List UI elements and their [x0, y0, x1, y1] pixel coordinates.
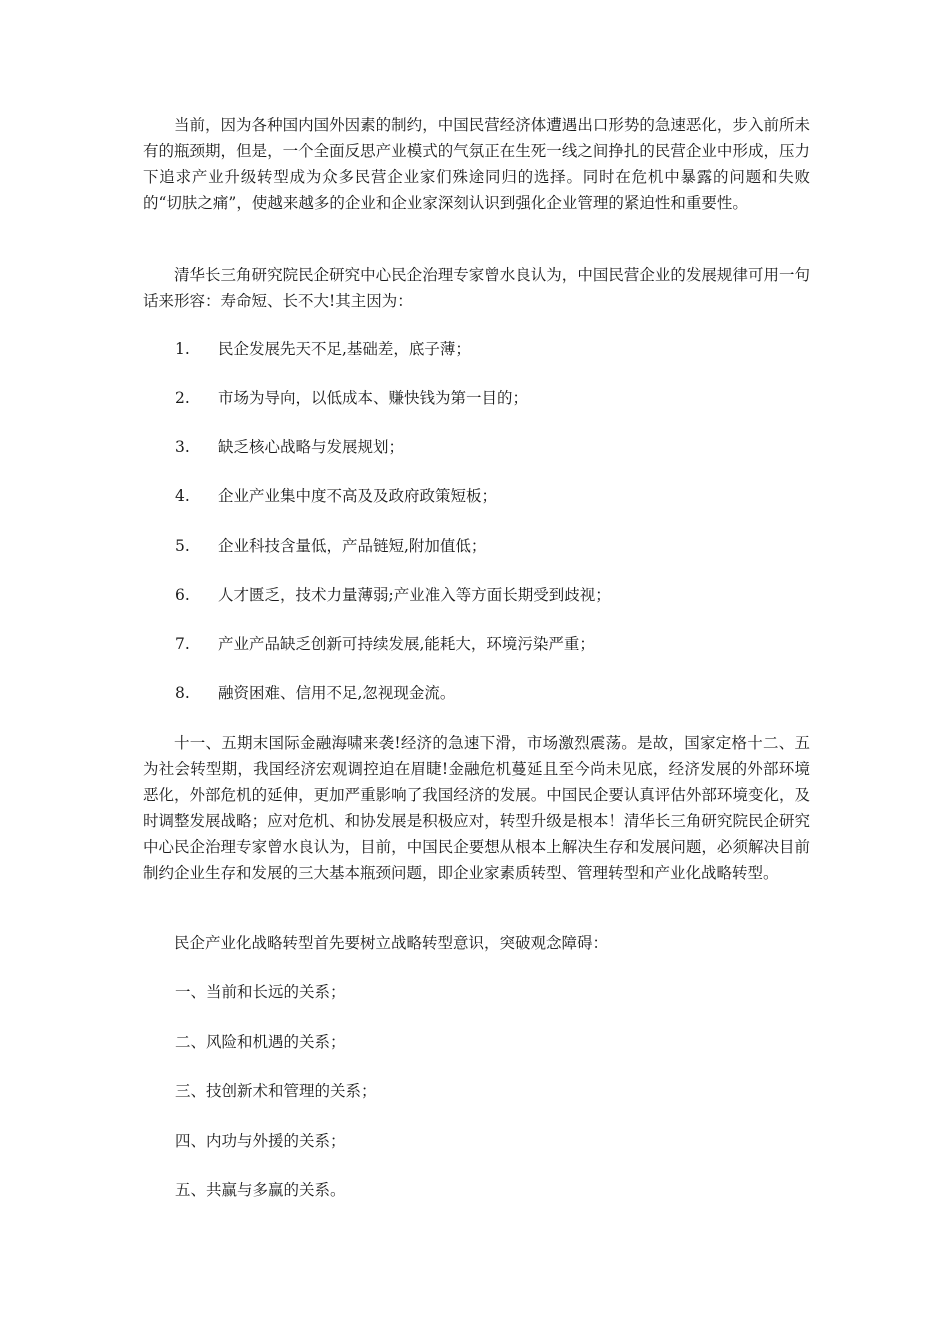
reason-text: 市场为导向，以低成本、赚快钱为第一目的；: [218, 389, 529, 407]
relation-item-5: 五、共赢与多赢的关系。: [175, 1181, 346, 1199]
relation-item-1: 一、当前和长远的关系；: [175, 983, 346, 1001]
reason-item-6: [175, 582, 611, 608]
paragraph-transformation: 十一、五期末国际金融海啸来袭!经济的急速下滑，市场激烈震荡。是故，国家定格十二、五为社会转型期，我国经济宏观调控迫在眉睫!金融危机蔓延且至今尚未见底，经济发展的外部环境恶化，外部危机的延伸，更加严重影响了我国经济的发展。中国民企要认真评估外部环境变化，及时调整发展战略；应对危机、和协发展是积极应对，转型升级是根本！清华长三角研究院民企研究中心民企治理专家曾水良认为，目前，中国民企要想从根本上解决生存和发展问题，必须解决目前制约企业生存和发展的三大基本瓶颈问题，即企业家素质转型、管理转型和产业化战略转型。: [143, 734, 810, 882]
reason-item-2: [175, 385, 528, 411]
paragraph-intro: 当前，因为各种国内国外因素的制约，中国民营经济体遭遇出口形势的急速恶化，步入前所未有的瓶颈期，但是，一个全面反思产业模式的气氛正在生死一线之间挣扎的民营企业中形成，压力下追求产业升级转型成为众多民营企业家们殊途同归的选择。同时在危机中暴露的问题和失败的“切肤之痛”，使越来越多的企业和企业家深刻认识到强化企业管理的紧迫性和重要性。: [143, 116, 810, 212]
reason-item-5: [175, 533, 486, 559]
reason-text: 产业产品缺乏创新可持续发展,能耗大，环境污染严重；: [218, 635, 595, 653]
reason-text: 缺乏核心战略与发展规划；: [218, 438, 405, 456]
relation-item-4: 四、内功与外援的关系；: [175, 1132, 346, 1150]
paragraph-expert-view: 清华长三角研究院民企研究中心民企治理专家曾水良认为，中国民营企业的发展规律可用一句话来形容：寿命短、长不大!其主因为：: [143, 266, 810, 310]
reason-text: 民企发展先天不足,基础差，底子薄；: [218, 340, 471, 358]
paragraph-strategy-intro: 民企产业化战略转型首先要树立战略转型意识，突破观念障碍：: [174, 934, 609, 952]
reason-number: 4.: [175, 487, 190, 505]
relation-item-2: 二、风险和机遇的关系；: [175, 1033, 346, 1051]
reason-item-4: [175, 483, 497, 509]
reason-number: 5.: [175, 537, 190, 555]
reason-text: 企业产业集中度不高及及政府政策短板；: [218, 487, 498, 505]
reason-item-3: [175, 434, 404, 460]
reason-number: 7.: [175, 635, 190, 653]
reason-number: 6.: [175, 586, 190, 604]
reason-item-7: [175, 631, 595, 657]
relation-item-3: 三、技创新术和管理的关系；: [175, 1082, 377, 1100]
reason-text: 企业科技含量低，产品链短,附加值低；: [218, 537, 487, 555]
reason-number: 3.: [175, 438, 190, 456]
reason-item-8: [175, 680, 455, 706]
reason-number: 2.: [175, 389, 190, 407]
reason-text: 人才匮乏，技术力量薄弱;产业准入等方面长期受到歧视；: [218, 586, 611, 604]
reason-number: 1.: [175, 340, 190, 358]
reason-item-1: [175, 336, 471, 362]
reason-text: 融资困难、信用不足,忽视现金流。: [218, 684, 456, 702]
reason-number: 8.: [175, 684, 190, 702]
